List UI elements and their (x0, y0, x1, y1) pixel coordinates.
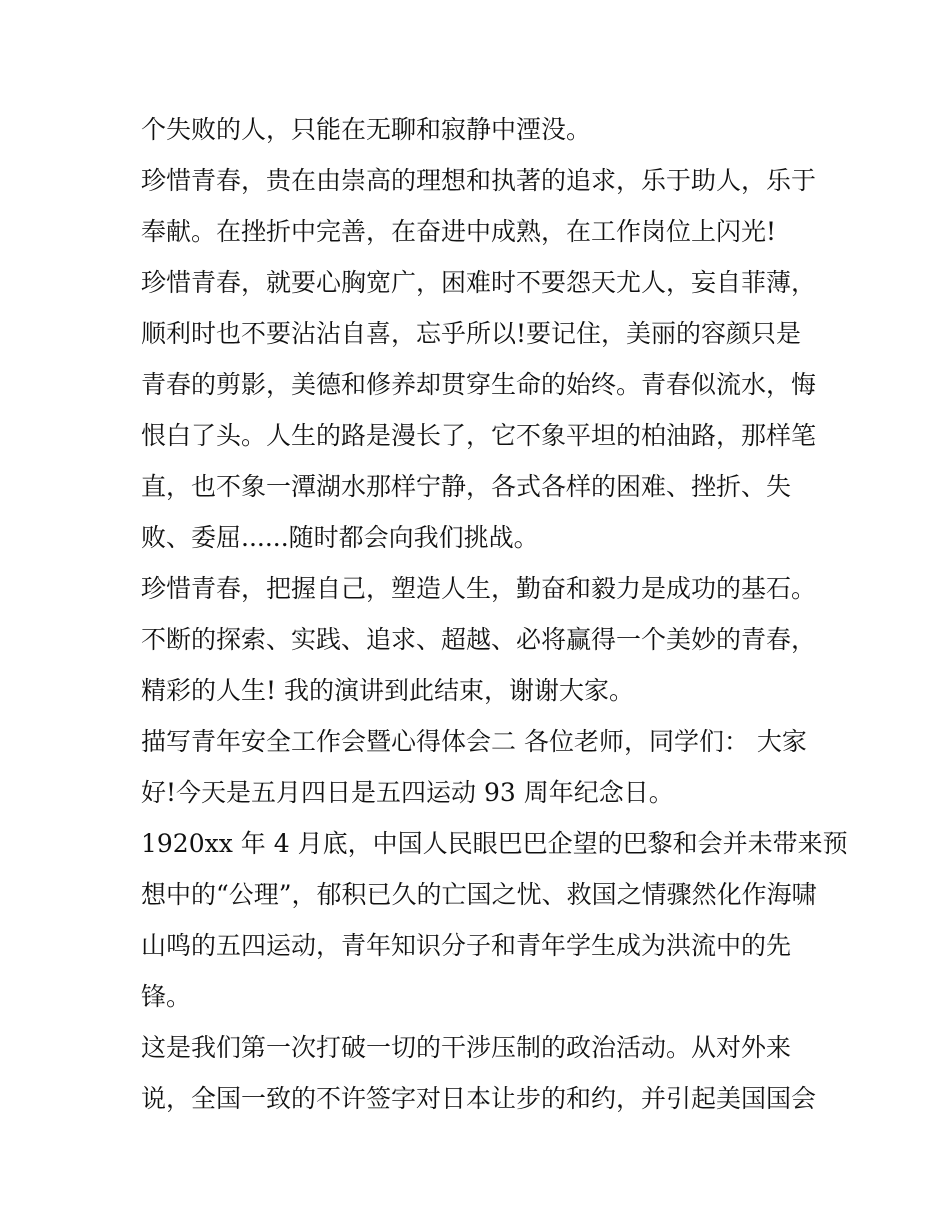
text-line: 恨白了头。人生的路是漫长了，它不象平坦的柏油路，那样笔 (141, 421, 817, 450)
text-line: 好!今天是五月四日是五四运动 93 周年纪念日。 (141, 778, 674, 807)
text-line: 珍惜青春，把握自己，塑造人生，勤奋和毅力是成功的基石。 (141, 574, 817, 603)
text-line: 描写青年安全工作会暨心得体会二 各位老师，同学们： 大家 (141, 727, 807, 756)
text-line: 直，也不象一潭湖水那样宁静，各式各样的困难、挫折、失 (141, 472, 792, 501)
text-line: 锋。 (141, 982, 192, 1011)
text-line: 珍惜青春，贵在由崇高的理想和执著的追求，乐于助人，乐于 (141, 166, 817, 195)
text-line: 说，全国一致的不许签字对日本让步的和约，并引起美国国会 (141, 1084, 817, 1113)
text-line: 奉献。在挫折中完善，在奋进中成熟，在工作岗位上闪光! (141, 217, 777, 246)
text-line: 想中的“公理”，郁积已久的亡国之忧、救国之情骤然化作海啸 (141, 880, 817, 909)
text-line: 不断的探索、实践、追求、超越、必将赢得一个美妙的青春， (141, 625, 817, 654)
text-line: 1920xx 年 4 月底，中国人民眼巴巴企望的巴黎和会并未带来预 (141, 829, 848, 858)
text-line: 山鸣的五四运动，青年知识分子和青年学生成为洪流中的先 (141, 931, 792, 960)
text-line: 珍惜青春，就要心胸宽广，困难时不要怨天尤人，妄自菲薄， (141, 268, 817, 297)
text-line: 顺利时也不要沾沾自喜，忘乎所以!要记住，美丽的容颜只是 (141, 319, 802, 348)
text-line: 青春的剪影，美德和修养却贯穿生命的始终。青春似流水，悔 (141, 370, 817, 399)
document-body (141, 104, 848, 1124)
text-line: 败、委屈......随时都会向我们挑战。 (141, 523, 539, 552)
text-line: 精彩的人生! 我的演讲到此结束，谢谢大家。 (141, 676, 634, 705)
text-line: 这是我们第一次打破一切的干涉压制的政治活动。从对外来 (141, 1033, 792, 1062)
text-line: 个失败的人，只能在无聊和寂静中湮没。 (141, 115, 592, 144)
